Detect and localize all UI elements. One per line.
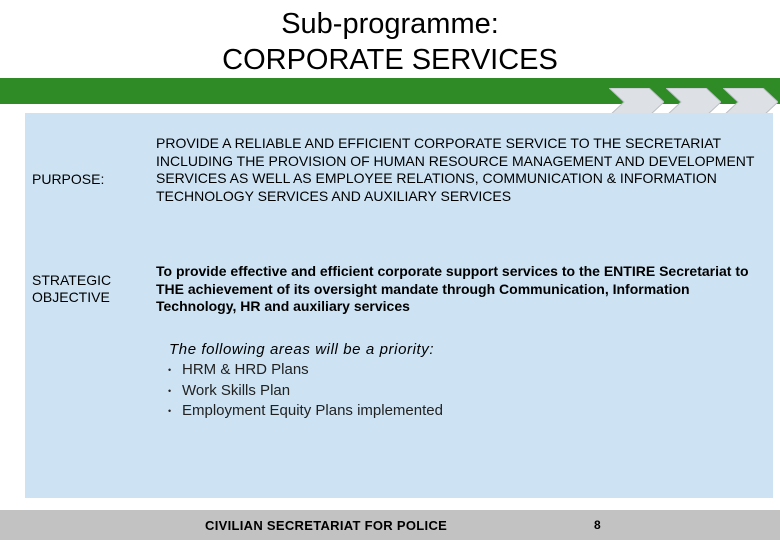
slide-title [0,6,780,78]
priority-item: Work Skills Plan [182,381,291,399]
chevron-icon [609,88,664,116]
chevron-icon [666,88,721,116]
objective-label-line-1: STRATEGIC [32,272,112,288]
bullet-icon: • [168,406,172,416]
objective-label [32,272,111,306]
objective-text: To provide effective and efficient corporate support services to the ENTIRE Secretariat to THE achievement of its oversight mandate through Communication, Information Technology, HR and auxiliary services [156,263,749,314]
chevron-icon [723,88,778,116]
title-line-2: CORPORATE SERVICES [222,44,558,76]
list-item [168,360,443,381]
chevron-arrows-icon [607,88,778,116]
objective-label-line-2: OBJECTIVE [32,289,110,305]
bullet-icon: • [168,385,172,396]
title-line-1: Sub-programme: [281,8,499,40]
page-number: 8 [594,518,601,532]
purpose-text: PROVIDE A RELIABLE AND EFFICIENT CORPORATE SERVICE TO THE SECRETARIAT INCLUDING THE PROVISION OF HUMAN RESOURCE MANAGEMENT AND DEVELOPMENT SERVICES AS WELL AS EMPLOYEE RELATIONS, COMMUNICATION & INFORMATION TECHNOLOGY SERVICES AND AUXILIARY SERVICES [156,135,755,204]
bullet-icon: • [168,365,172,375]
priorities-list [168,360,443,422]
priority-item: Employment Equity Plans implemented [182,402,443,419]
list-item [168,381,443,402]
priority-item: HRM & HRD Plans [182,361,309,378]
priorities-heading: The following areas will be a priority: [169,341,435,358]
list-item [168,401,443,422]
footer-organization: CIVILIAN SECRETARIAT FOR POLICE [205,518,448,533]
purpose-label: PURPOSE: [32,171,105,187]
